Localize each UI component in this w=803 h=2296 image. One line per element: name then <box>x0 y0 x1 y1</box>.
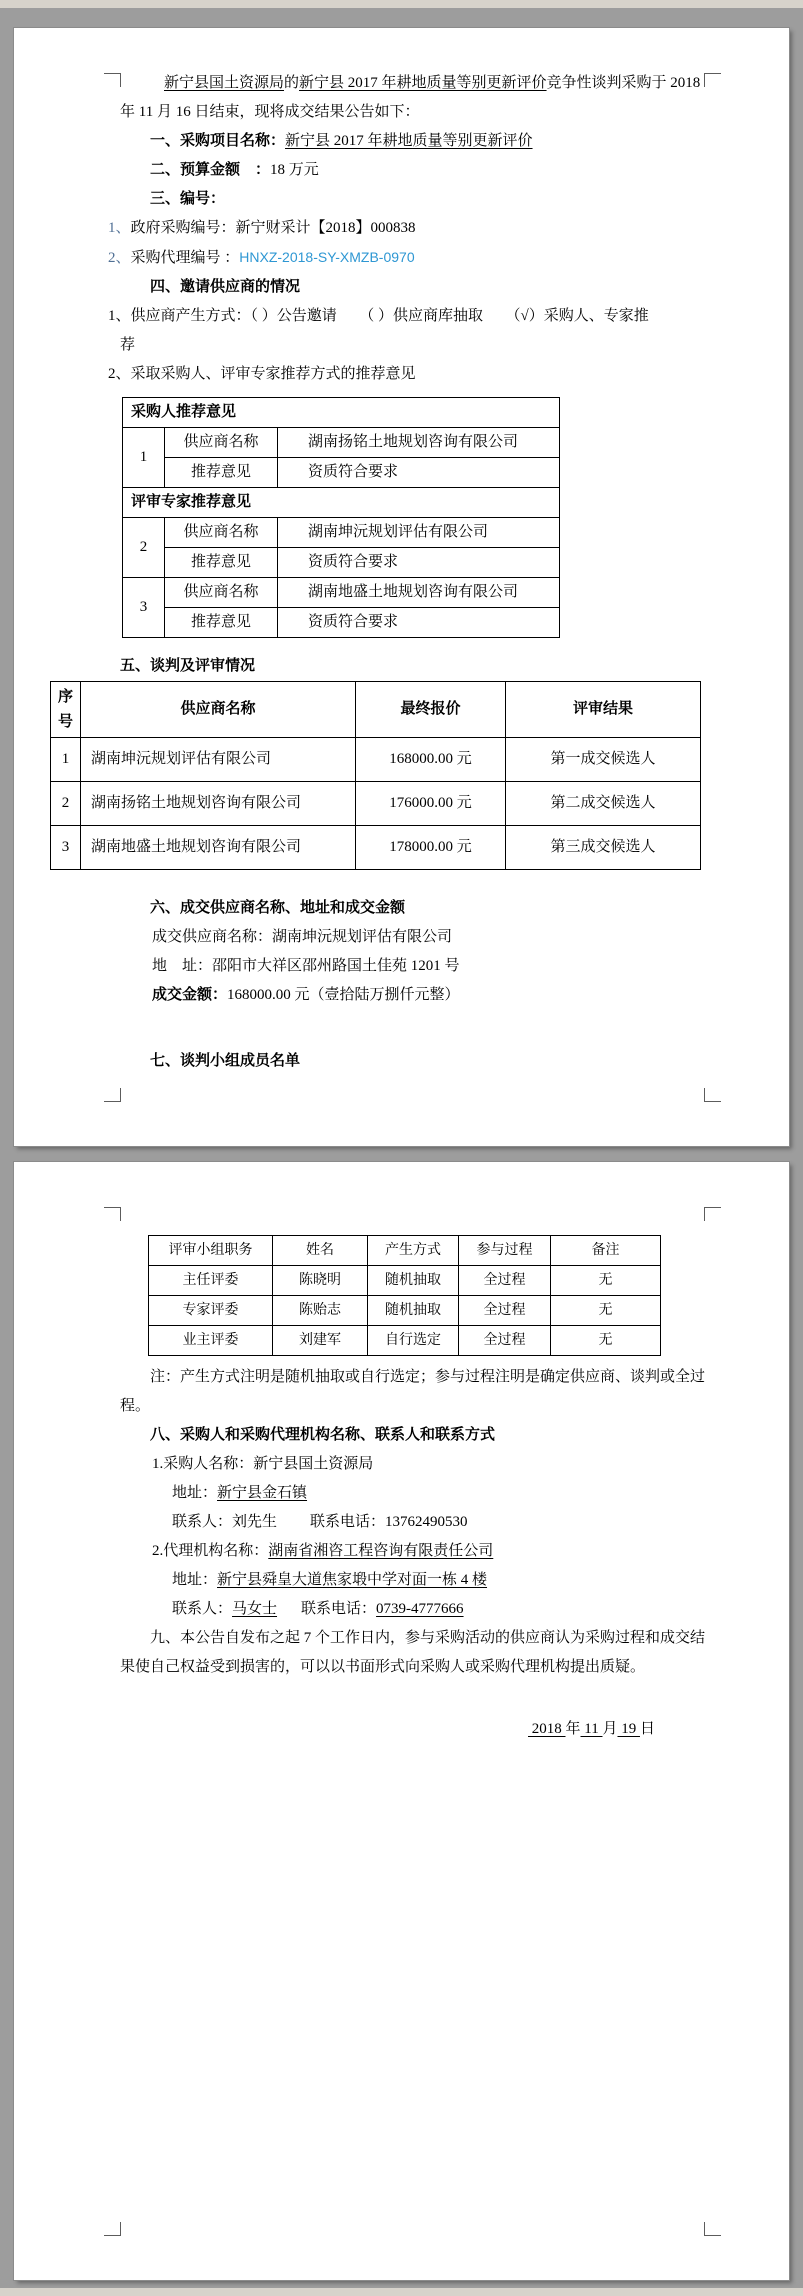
text-boundary-mark <box>104 2222 121 2236</box>
list-number: 2、 <box>108 250 131 266</box>
supplier-name-value: 湖南坤沅规划评估有限公司 <box>278 518 560 548</box>
panel-role: 主任评委 <box>149 1266 273 1296</box>
buyer-contact-name: 刘先生 <box>232 1514 278 1530</box>
section-5-heading: 五、谈判及评审情况 <box>120 658 256 674</box>
section-9-line-2: 果使自己权益受到损害的，可以以书面形式向采购人或采购代理机构提出质疑。 <box>120 1659 646 1675</box>
table-header-row <box>51 682 701 738</box>
date-year: 2018 <box>528 1721 566 1737</box>
remark: 无 <box>551 1266 661 1296</box>
deal-amount-label: 成交金额： <box>152 987 228 1003</box>
buyer-address-label: 地址： <box>172 1485 218 1501</box>
table-row <box>123 548 560 578</box>
review-result: 第三成交候选人 <box>506 826 701 870</box>
date-day-unit: 日 <box>639 1721 655 1737</box>
section-1-value: 新宁县 2017 年耕地质量等别更新评价 <box>285 133 533 149</box>
section-8-heading: 八、采购人和采购代理机构名称、联系人和联系方式 <box>150 1427 496 1443</box>
page-1-content <box>57 69 719 1076</box>
header-participation: 参与过程 <box>459 1236 551 1266</box>
opinion-label: 推荐意见 <box>165 458 278 488</box>
review-result: 第二成交候选人 <box>506 782 701 826</box>
announcement-date <box>120 1715 655 1744</box>
supplier-source-line-1: 1、供应商产生方式：（ ）公告邀请 （ ）供应商库抽取 （√）采购人、专家推 <box>108 308 649 324</box>
agency-number-label: 采购代理编号 ： <box>130 250 240 266</box>
winner-name: 湖南坤沅规划评估有限公司 <box>272 929 453 945</box>
table-row <box>123 458 560 488</box>
row-number: 1 <box>51 738 81 782</box>
participation: 全过程 <box>459 1266 551 1296</box>
intro-connector: 的 <box>284 75 300 91</box>
section-9-line-1: 九、本公告自发布之起 7 个工作日内，参与采购活动的供应商认为采购过程和成交结 <box>150 1630 706 1646</box>
panel-role: 专家评委 <box>149 1296 273 1326</box>
supplier-name: 湖南扬铭土地规划咨询有限公司 <box>81 782 356 826</box>
header-selection-method: 产生方式 <box>368 1236 459 1266</box>
agent-address-label: 地址： <box>172 1572 218 1588</box>
table-row <box>123 608 560 638</box>
row-number: 2 <box>123 518 165 578</box>
viewport-bottom-edge <box>0 2288 803 2296</box>
intro-paragraph-line-2: 年 11 月 16 日结束，现将成交结果公告如下： <box>120 104 420 120</box>
document-page-2 <box>14 1162 789 2280</box>
final-price: 178000.00 元 <box>356 826 506 870</box>
winner-address-line <box>120 952 719 981</box>
winner-label: 成交供应商名称： <box>152 929 273 945</box>
date-month-unit: 月 <box>602 1721 618 1737</box>
remark: 无 <box>551 1326 661 1356</box>
list-number: 1、 <box>108 220 131 236</box>
supplier-source-line-2: 荐 <box>120 337 136 353</box>
header-final-price: 最终报价 <box>356 682 506 738</box>
section-2-label: 二、预算金额 ： <box>150 162 271 178</box>
row-number: 3 <box>51 826 81 870</box>
opinion-value: 资质符合要求 <box>278 458 560 488</box>
section-7-heading: 七、谈判小组成员名单 <box>150 1053 301 1069</box>
header-review-result: 评审结果 <box>506 682 701 738</box>
section-2-budget <box>120 156 719 185</box>
intro-tail: 竞争性谈判采购于 2018 <box>546 75 701 91</box>
table-row <box>149 1296 661 1326</box>
gov-procurement-number-label: 政府采购编号： <box>130 220 236 236</box>
agent-address: 新宁县舜皇大道焦家塅中学对面一栋 4 楼 <box>217 1572 488 1588</box>
date-year-unit: 年 <box>565 1721 581 1737</box>
supplier-name: 湖南地盛土地规划咨询有限公司 <box>81 826 356 870</box>
table-note-line-1: 注：产生方式注明是随机抽取或自行选定；参与过程注明是确定供应商、谈判或全过 <box>150 1369 706 1385</box>
table-row <box>51 826 701 870</box>
viewport-top-edge <box>0 0 803 8</box>
text-boundary-mark <box>104 73 121 87</box>
text-boundary-mark <box>104 1207 121 1221</box>
winner-line <box>120 923 719 952</box>
agent-address-line <box>120 1566 719 1595</box>
agency-number-value: HNXZ-2018-SY-XMZB-0970 <box>239 249 415 265</box>
selection-method: 自行选定 <box>368 1326 459 1356</box>
supplier-name-label: 供应商名称 <box>165 428 278 458</box>
agent-contact-line <box>120 1595 719 1624</box>
table-row <box>149 1326 661 1356</box>
section-3-heading: 三、编号： <box>150 191 226 207</box>
table-header-row <box>149 1236 661 1266</box>
table-row <box>51 738 701 782</box>
participation: 全过程 <box>459 1296 551 1326</box>
section-1-label: 一、采购项目名称： <box>150 133 286 149</box>
intro-paragraph-line-1 <box>120 69 719 98</box>
table-row <box>123 428 560 458</box>
supplier-name-value: 湖南扬铭土地规划咨询有限公司 <box>278 428 560 458</box>
project-name: 新宁县 2017 年耕地质量等别更新评价 <box>299 75 547 91</box>
buyer-phone-number: 13762490530 <box>385 1514 468 1530</box>
header-name: 姓名 <box>273 1236 368 1266</box>
buyer-contact-line <box>120 1508 719 1537</box>
buyer-name: 新宁县国土资源局 <box>253 1456 374 1472</box>
remark: 无 <box>551 1296 661 1326</box>
panel-role: 业主评委 <box>149 1326 273 1356</box>
table-note-line-2: 程。 <box>120 1398 151 1414</box>
document-page-1 <box>14 28 789 1146</box>
agent-phone-label: 联系电话： <box>301 1601 377 1617</box>
expert-recommendation-header: 评审专家推荐意见 <box>123 488 560 518</box>
section-1-project-name <box>120 127 719 156</box>
member-name: 陈贻志 <box>273 1296 368 1326</box>
buyer-phone-label: 联系电话： <box>310 1514 386 1530</box>
gov-procurement-number-value: 新宁财采计【2018】000838 <box>235 220 416 236</box>
agent-phone-number: 0739-4777666 <box>376 1601 464 1617</box>
buyer-label: 1.采购人名称： <box>152 1456 254 1472</box>
final-price: 176000.00 元 <box>356 782 506 826</box>
selection-method: 随机抽取 <box>368 1266 459 1296</box>
purchaser-recommendation-header: 采购人推荐意见 <box>123 398 560 428</box>
table-row <box>123 518 560 548</box>
agent-name: 湖南省湘咨工程咨询有限责任公司 <box>268 1543 494 1559</box>
row-number: 2 <box>51 782 81 826</box>
text-boundary-mark <box>704 2222 721 2236</box>
agency-number-line <box>108 243 719 273</box>
date-day: 19 <box>617 1721 640 1737</box>
text-boundary-mark <box>704 1088 721 1102</box>
opinion-value: 资质符合要求 <box>278 608 560 638</box>
gov-procurement-number-line <box>108 214 719 243</box>
supplier-name-value: 湖南地盛土地规划咨询有限公司 <box>278 578 560 608</box>
supplier-name-label: 供应商名称 <box>165 518 278 548</box>
table-row <box>123 398 560 428</box>
table-row <box>51 782 701 826</box>
table-row <box>123 578 560 608</box>
final-price: 168000.00 元 <box>356 738 506 782</box>
winner-address-label: 地 址： <box>152 958 213 974</box>
review-panel-table <box>148 1235 661 1356</box>
opinion-label: 推荐意见 <box>165 548 278 578</box>
deal-amount-value: 168000.00 元（壹拾陆万捌仟元整） <box>227 987 460 1003</box>
buyer-contact-label: 联系人： <box>172 1514 233 1530</box>
negotiation-result-table <box>50 681 701 870</box>
recommendation-method-line: 2、采取采购人、评审专家推荐方式的推荐意见 <box>108 366 416 382</box>
buyer-name-line <box>120 1450 719 1479</box>
agent-contact-name: 马女士 <box>232 1601 278 1617</box>
section-6-heading: 六、成交供应商名称、地址和成交金额 <box>150 900 406 916</box>
winner-address: 邵阳市大祥区邵州路国土佳苑 1201 号 <box>212 958 460 974</box>
row-number: 1 <box>123 428 165 488</box>
date-month: 11 <box>580 1721 603 1737</box>
agent-label: 2.代理机构名称： <box>152 1543 269 1559</box>
header-remark: 备注 <box>551 1236 661 1266</box>
table-row <box>123 488 560 518</box>
header-seq: 序号 <box>51 682 81 738</box>
page-2-content <box>120 1203 719 1744</box>
purchaser-name: 新宁县国土资源局 <box>164 75 285 91</box>
section-2-value: 18 万元 <box>270 162 319 178</box>
opinion-value: 资质符合要求 <box>278 548 560 578</box>
selection-method: 随机抽取 <box>368 1296 459 1326</box>
agent-name-line <box>120 1537 719 1566</box>
deal-amount-line <box>120 981 719 1010</box>
text-boundary-mark <box>104 1088 121 1102</box>
table-row <box>149 1266 661 1296</box>
member-name: 陈晓明 <box>273 1266 368 1296</box>
header-supplier: 供应商名称 <box>81 682 356 738</box>
recommendation-table <box>122 397 560 638</box>
supplier-name-label: 供应商名称 <box>165 578 278 608</box>
participation: 全过程 <box>459 1326 551 1356</box>
section-4-heading: 四、邀请供应商的情况 <box>150 279 301 295</box>
member-name: 刘建军 <box>273 1326 368 1356</box>
header-panel-role: 评审小组职务 <box>149 1236 273 1266</box>
row-number: 3 <box>123 578 165 638</box>
supplier-name: 湖南坤沅规划评估有限公司 <box>81 738 356 782</box>
buyer-address-line <box>120 1479 719 1508</box>
buyer-address: 新宁县金石镇 <box>217 1485 308 1501</box>
opinion-label: 推荐意见 <box>165 608 278 638</box>
agent-contact-label: 联系人： <box>172 1601 233 1617</box>
review-result: 第一成交候选人 <box>506 738 701 782</box>
